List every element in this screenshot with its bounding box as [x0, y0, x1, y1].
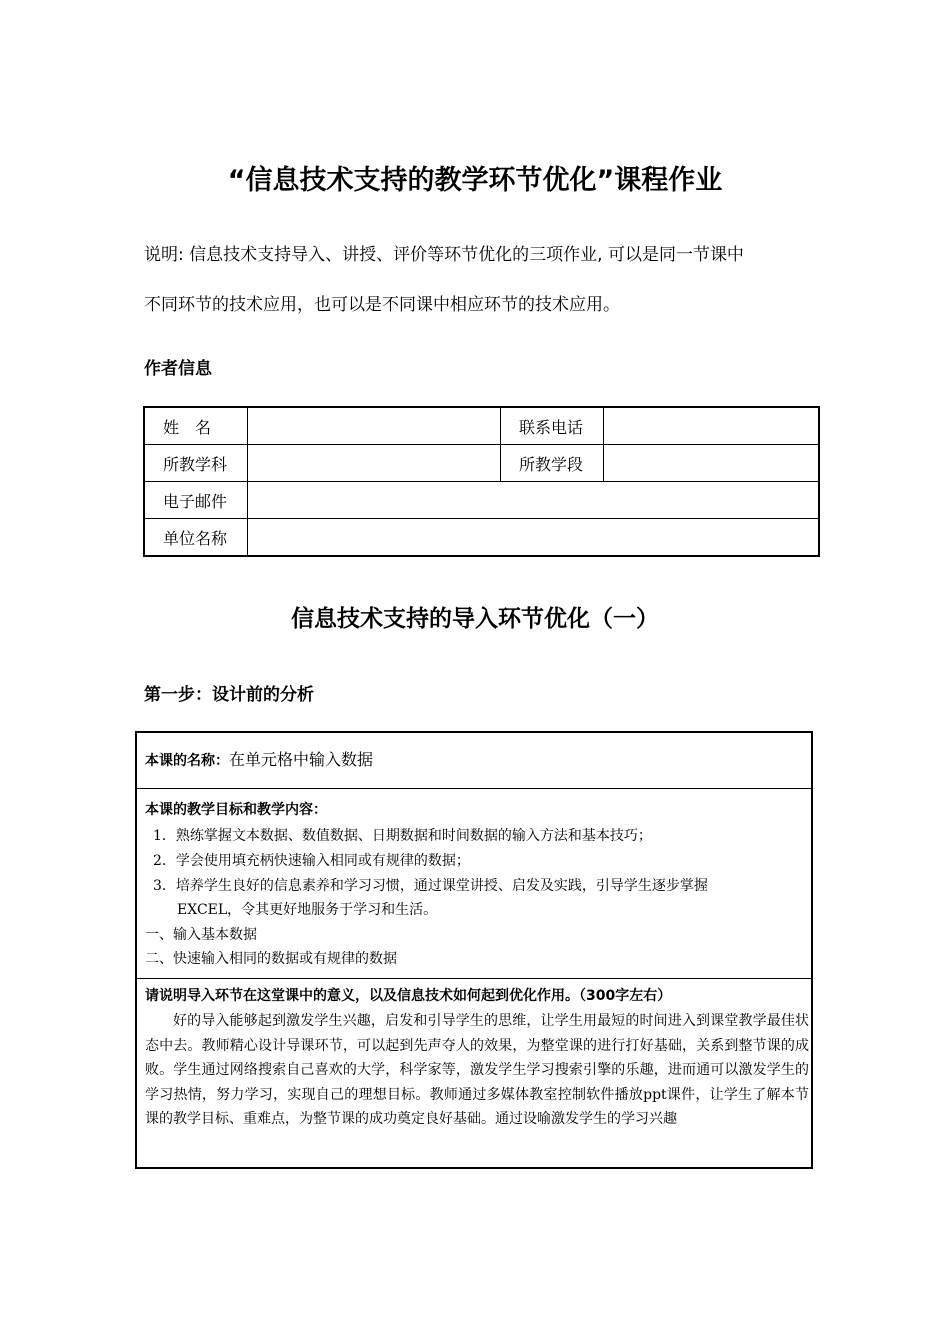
org-label: 单位名称 — [144, 519, 248, 557]
subject-field[interactable] — [248, 445, 501, 482]
author-info-table — [143, 406, 820, 557]
phone-label: 联系电话 — [501, 407, 604, 445]
table-row — [144, 407, 819, 445]
phone-field[interactable] — [604, 407, 820, 445]
lesson-goals-row — [137, 789, 811, 979]
explain-row — [137, 979, 811, 1169]
intro-line-1: 说明: 信息技术支持导入、讲授、评价等环节优化的三项作业, 可以是同一节课中 — [144, 245, 744, 265]
goal-item: 1．熟练掌握文本数据、数值数据、日期数据和时间数据的输入方法和基本技巧； — [153, 828, 652, 844]
explain-label: 请说明导入环节在这堂课中的意义，以及信息技术如何起到优化作用。（300字左右） — [145, 988, 672, 1004]
intro-line-2: 不同环节的技术应用，也可以是不同课中相应环节的技术应用。 — [144, 295, 620, 315]
lesson-name-row — [137, 733, 811, 789]
email-label: 电子邮件 — [144, 482, 248, 519]
table-row — [144, 445, 819, 482]
goal-item: 2．学会使用填充柄快速输入相同或有规律的数据； — [153, 853, 470, 869]
author-info-heading: 作者信息 — [144, 359, 212, 379]
table-row — [144, 482, 819, 519]
org-field[interactable] — [248, 519, 820, 557]
lesson-name-label: 本课的名称： — [145, 753, 229, 769]
subject-label: 所教学科 — [144, 445, 248, 482]
lesson-name-value: 在单元格中输入数据 — [229, 750, 374, 769]
table-row — [144, 519, 819, 557]
goal-item: 3．培养学生良好的信息素养和学习习惯，通过课堂讲授、启发及实践，引导学生逐步掌握 — [153, 878, 708, 894]
grade-label: 所教学段 — [501, 445, 604, 482]
email-field[interactable] — [248, 482, 820, 519]
explain-text: 好的导入能够起到激发学生兴趣，启发和引导学生的思维，让学生用最短的时间进入到课堂教学最佳状态中去。教师精心设计导课环节，可以起到先声夺人的效果，为整堂课的进行打好基础，关系到整节课的成败。学生通过网络搜索自己喜欢的大学，科学家等，激发学生学习搜索引擎的乐趣，进而通可以激发学生的学习热情，努力学习，实现自己的理想目标。教师通过多媒体教室控制软件播放ppt课件，让学生了解本节课的教学目标、重难点，为整节课的成功奠定良好基础。通过设喻激发学生的学习兴趣 — [145, 1013, 809, 1127]
lesson-name-line — [145, 747, 373, 770]
document-title: “信息技术支持的教学环节优化”课程作业 — [227, 165, 723, 196]
grade-field[interactable] — [604, 445, 820, 482]
content-item: 一、输入基本数据 — [145, 927, 257, 943]
analysis-table — [135, 731, 813, 1169]
goal-item: EXCEL，令其更好地服务于学习和生活。 — [177, 902, 438, 918]
step-heading: 第一步：设计前的分析 — [144, 685, 314, 705]
content-item: 二、快速输入相同的数据或有规律的数据 — [145, 951, 397, 967]
name-field[interactable] — [248, 407, 501, 445]
section-title: 信息技术支持的导入环节优化（一） — [291, 606, 659, 632]
name-label: 姓 名 — [144, 407, 248, 445]
goals-label: 本课的教学目标和教学内容： — [145, 802, 327, 818]
